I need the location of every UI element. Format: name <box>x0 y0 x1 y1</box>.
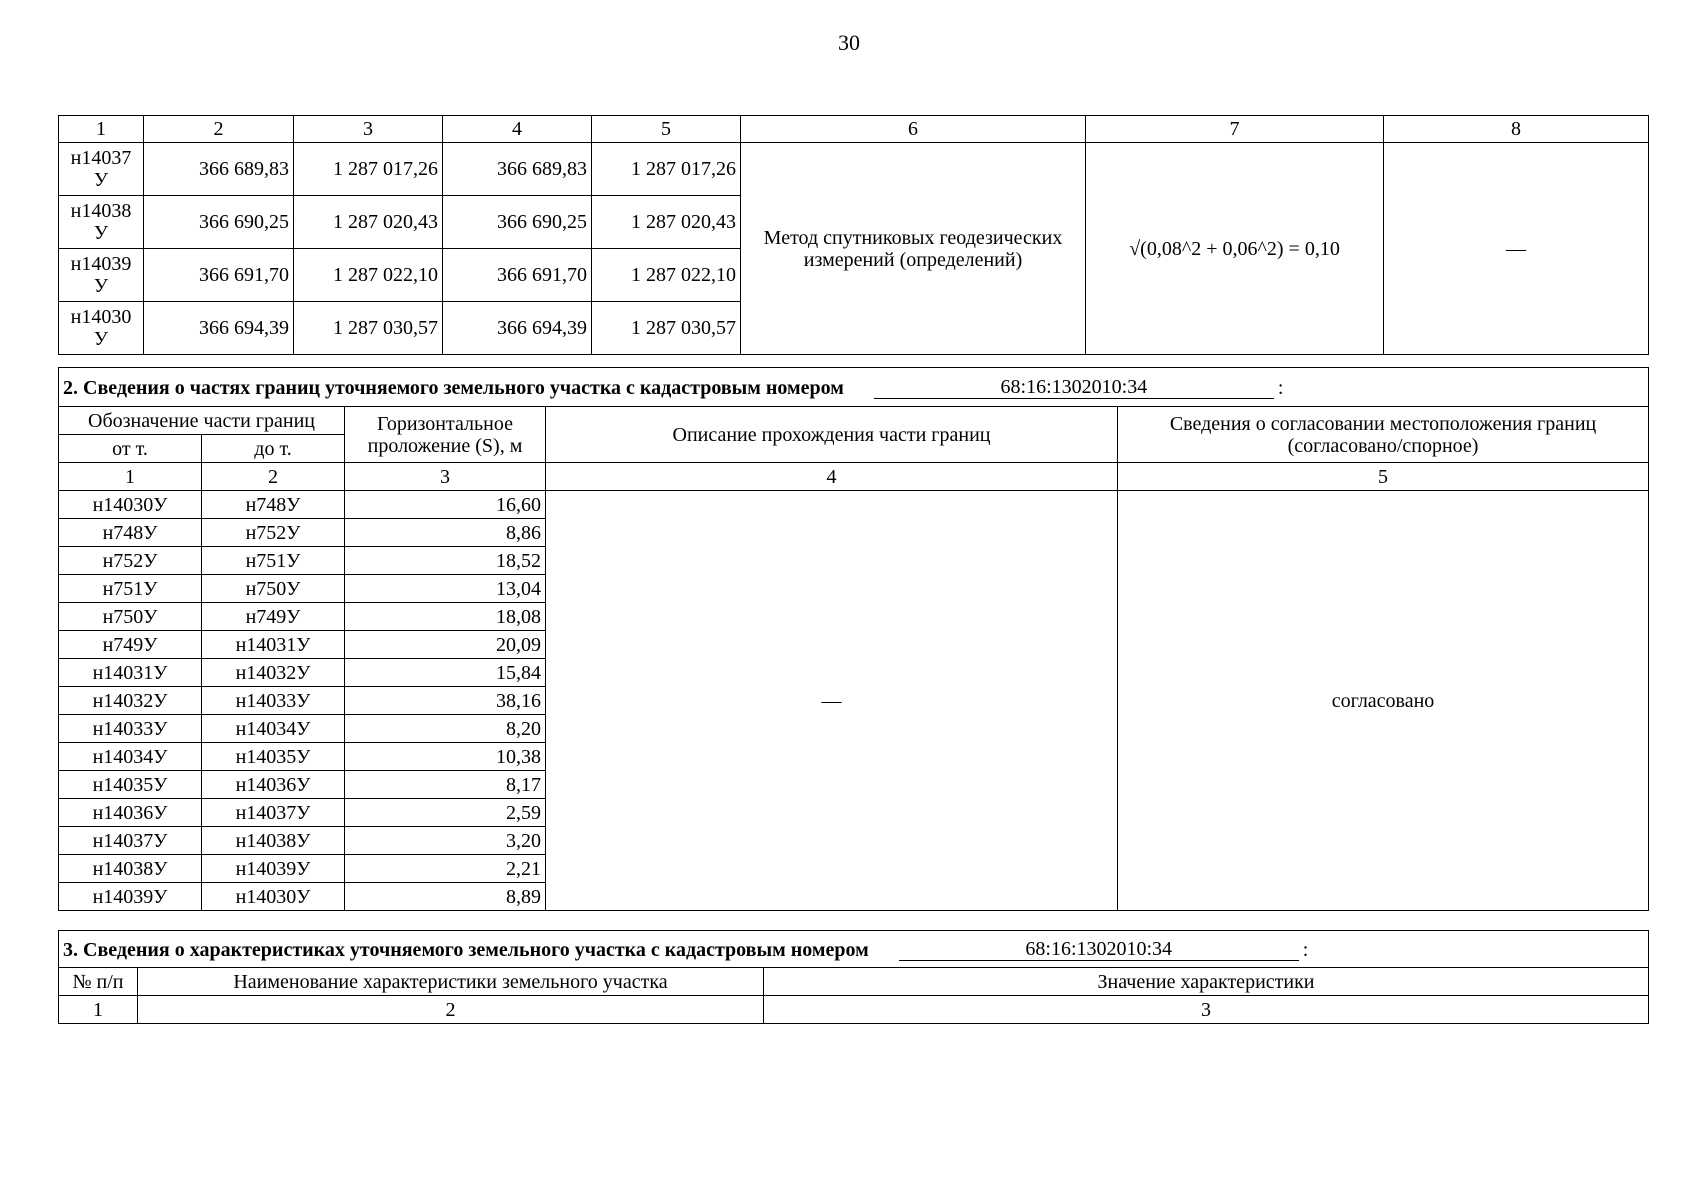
to-point: н14032У <box>202 659 345 687</box>
column-number: 6 <box>741 116 1086 143</box>
point-suffix: У <box>93 169 109 191</box>
point-name-cell <box>59 196 144 249</box>
section-2-colon: : <box>1277 376 1284 399</box>
column-number: 8 <box>1384 116 1649 143</box>
point-name: н14030 <box>70 306 132 328</box>
to-point: н748У <box>202 491 345 519</box>
coord-y-old: 1 287 030,57 <box>294 302 443 355</box>
point-name-cell <box>59 249 144 302</box>
column-number: 3 <box>345 463 546 491</box>
coord-y-new: 1 287 020,43 <box>592 196 741 249</box>
from-point: н752У <box>59 547 202 575</box>
boundary-parts-table <box>58 367 1649 911</box>
coord-y-new: 1 287 017,26 <box>592 143 741 196</box>
dash-icon: — <box>1506 237 1526 260</box>
from-point: н14039У <box>59 883 202 911</box>
coord-y-old: 1 287 022,10 <box>294 249 443 302</box>
point-name-cell <box>59 302 144 355</box>
description-cell <box>546 491 1118 911</box>
point-suffix: У <box>93 222 109 244</box>
from-point: н14030У <box>59 491 202 519</box>
from-point: н750У <box>59 603 202 631</box>
method-cell: Метод спутниковых геодезических измерений (определений) <box>741 143 1086 355</box>
column-number: 4 <box>443 116 592 143</box>
page-number: 30 <box>838 30 860 55</box>
column-number: 1 <box>59 116 144 143</box>
section-3-cadastral-number: 68:16:1302010:34 <box>899 938 1299 961</box>
coord-x-new: 366 694,39 <box>443 302 592 355</box>
from-point: н14038У <box>59 855 202 883</box>
table-row <box>59 491 1649 519</box>
coord-x-new: 366 689,83 <box>443 143 592 196</box>
coord-y-new: 1 287 030,57 <box>592 302 741 355</box>
coord-x-old: 366 691,70 <box>144 249 294 302</box>
coord-x-old: 366 690,25 <box>144 196 294 249</box>
horizontal-distance: 3,20 <box>345 827 546 855</box>
boundary-header-row-1 <box>59 407 1649 435</box>
column-number: 1 <box>59 996 138 1024</box>
dash-icon: — <box>821 689 842 712</box>
coordinates-table <box>58 115 1649 355</box>
coord-y-old: 1 287 020,43 <box>294 196 443 249</box>
section-2-cell <box>59 368 1649 407</box>
from-point: н14032У <box>59 687 202 715</box>
horizontal-distance: 2,21 <box>345 855 546 883</box>
column-number: 5 <box>592 116 741 143</box>
to-point: н14034У <box>202 715 345 743</box>
point-name: н14038 <box>70 200 132 222</box>
column-number: 2 <box>138 996 764 1024</box>
to-point: н14039У <box>202 855 345 883</box>
coord-y-old: 1 287 017,26 <box>294 143 443 196</box>
point-name: н14037 <box>70 147 132 169</box>
horizontal-distance: 8,89 <box>345 883 546 911</box>
designation-header: Обозначение части границ <box>59 407 345 435</box>
column-number: 3 <box>764 996 1649 1024</box>
characteristics-table <box>58 930 1649 1024</box>
from-point: н14035У <box>59 771 202 799</box>
coord-x-old: 366 689,83 <box>144 143 294 196</box>
point-suffix: У <box>93 275 109 297</box>
column-number: 2 <box>202 463 345 491</box>
horizontal-header: Горизонтальное проложение (S), м <box>345 407 546 463</box>
to-point: н14035У <box>202 743 345 771</box>
from-point: н14037У <box>59 827 202 855</box>
to-point: н14031У <box>202 631 345 659</box>
coord-y-new: 1 287 022,10 <box>592 249 741 302</box>
point-suffix: У <box>93 328 109 350</box>
horizontal-distance: 8,17 <box>345 771 546 799</box>
from-point: н14031У <box>59 659 202 687</box>
from-point: н14036У <box>59 799 202 827</box>
to-point: н751У <box>202 547 345 575</box>
from-point: н749У <box>59 631 202 659</box>
section-2-row <box>59 368 1649 407</box>
to-point: н14030У <box>202 883 345 911</box>
to-point: н14037У <box>202 799 345 827</box>
from-point: н748У <box>59 519 202 547</box>
horizontal-distance: 18,08 <box>345 603 546 631</box>
characteristics-header-row <box>59 968 1649 996</box>
from-point: н751У <box>59 575 202 603</box>
to-header: до т. <box>202 435 345 463</box>
to-point: н750У <box>202 575 345 603</box>
section-2-title: 2. Сведения о частях границ уточняемого земельного участка с кадастровым номером <box>63 376 844 399</box>
to-point: н749У <box>202 603 345 631</box>
section-3-title: 3. Сведения о характеристиках уточняемого земельного участка с кадастровым номером <box>63 938 869 961</box>
name-header: Наименование характеристики земельного участка <box>138 968 764 996</box>
column-number: 2 <box>144 116 294 143</box>
characteristics-number-row <box>59 996 1649 1024</box>
agreement-cell: согласовано <box>1118 491 1649 911</box>
column-number: 7 <box>1086 116 1384 143</box>
num-header: № п/п <box>59 968 138 996</box>
point-name-cell <box>59 143 144 196</box>
coord-x-new: 366 691,70 <box>443 249 592 302</box>
horizontal-distance: 8,20 <box>345 715 546 743</box>
horizontal-distance: 2,59 <box>345 799 546 827</box>
section-2-cadastral-number: 68:16:1302010:34 <box>874 376 1274 399</box>
column-number: 5 <box>1118 463 1649 491</box>
to-point: н14036У <box>202 771 345 799</box>
section-3-colon: : <box>1302 938 1309 961</box>
column-number: 3 <box>294 116 443 143</box>
agreement-header: Сведения о согласовании местоположения границ (согласовано/спорное) <box>1118 407 1649 463</box>
horizontal-distance: 13,04 <box>345 575 546 603</box>
description-header: Описание прохождения части границ <box>546 407 1118 463</box>
horizontal-distance: 18,52 <box>345 547 546 575</box>
to-point: н14038У <box>202 827 345 855</box>
to-point: н14033У <box>202 687 345 715</box>
from-point: н14033У <box>59 715 202 743</box>
coord-x-old: 366 694,39 <box>144 302 294 355</box>
horizontal-distance: 10,38 <box>345 743 546 771</box>
point-name: н14039 <box>70 253 132 275</box>
horizontal-distance: 16,60 <box>345 491 546 519</box>
from-header: от т. <box>59 435 202 463</box>
horizontal-distance: 15,84 <box>345 659 546 687</box>
boundary-number-row <box>59 463 1649 491</box>
from-point: н14034У <box>59 743 202 771</box>
col8-cell <box>1384 143 1649 355</box>
value-header: Значение характеристики <box>764 968 1649 996</box>
table-row <box>59 143 1649 196</box>
section-3-cell <box>59 931 1649 968</box>
horizontal-distance: 8,86 <box>345 519 546 547</box>
horizontal-distance: 20,09 <box>345 631 546 659</box>
to-point: н752У <box>202 519 345 547</box>
coordinates-header-row <box>59 116 1649 143</box>
section-3-row <box>59 931 1649 968</box>
column-number: 4 <box>546 463 1118 491</box>
horizontal-distance: 38,16 <box>345 687 546 715</box>
coord-x-new: 366 690,25 <box>443 196 592 249</box>
column-number: 1 <box>59 463 202 491</box>
accuracy-cell: √(0,08^2 + 0,06^2) = 0,10 <box>1086 143 1384 355</box>
